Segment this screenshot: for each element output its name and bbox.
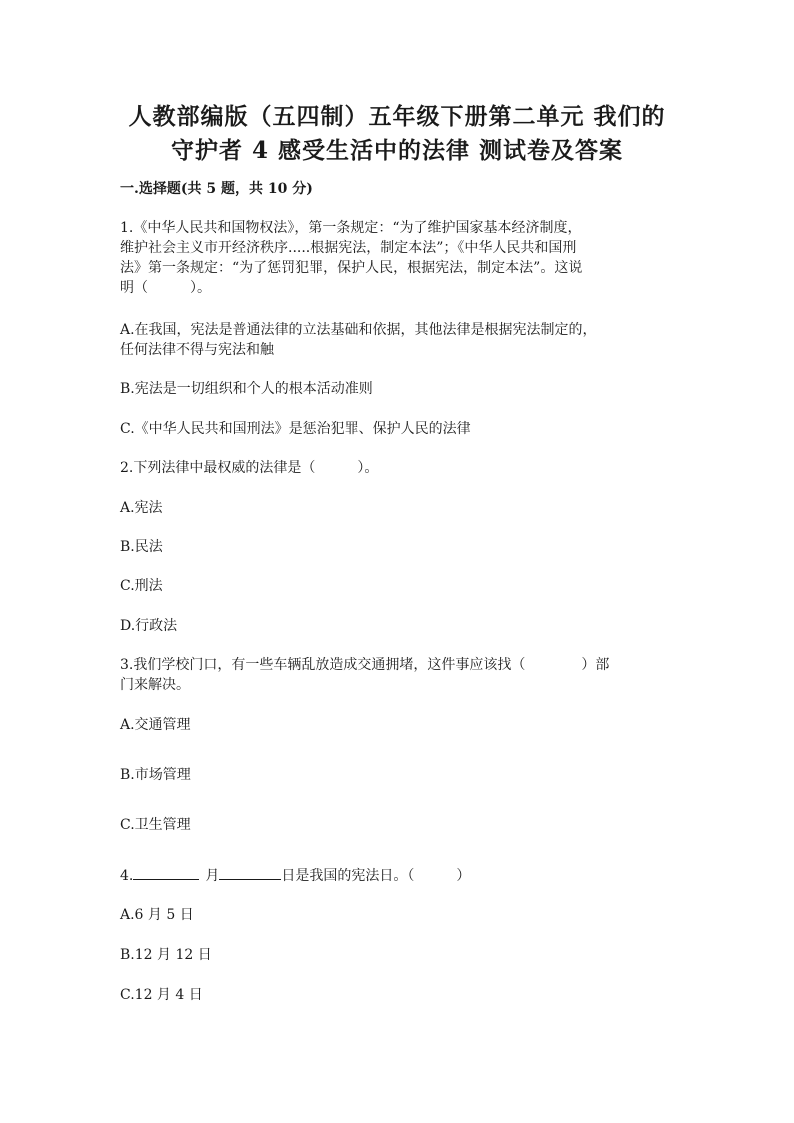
question-3-option-a: A.交通管理 [120,717,191,733]
question-4-month-blank [133,865,199,880]
question-2-option-b: B.民法 [120,539,163,555]
question-1-stem-line-2: 维护社会主义市开经济秩序.....根据宪法，制定本法”；《中华人民共和国刑 [120,240,577,256]
question-1-option-a-line-2: 任何法律不得与宪法和触 [120,342,274,358]
question-3-stem-line-1: 3.我们学校门口，有一些车辆乱放造成交通拥堵，这件事应该找（ ）部 [120,657,610,673]
question-1-stem-line-3: 法》第一条规定：“为了惩罚犯罪，保护人民，根据宪法，制定本法”。这说 [120,260,583,276]
question-3-option-b: B.市场管理 [120,767,191,783]
question-4-day-blank [219,865,281,880]
question-4-stem [120,865,470,886]
page-title-line-1: 人教部编版（五四制）五年级下册第二单元 我们的 [128,103,666,130]
question-1-stem-line-4: 明（ ）。 [120,280,211,296]
question-4-day-label: 日是我国的宪法日。（ ） [281,868,471,884]
question-1-option-c: C.《中华人民共和国刑法》是惩治犯罪、保护人民的法律 [120,421,471,437]
question-3-option-c: C.卫生管理 [120,817,191,833]
question-1-option-a-line-1: A.在我国，宪法是普通法律的立法基础和依据，其他法律是根据宪法制定的， [120,322,597,338]
question-4-option-c: C.12 月 4 日 [120,987,203,1003]
question-4-month-label: 月 [205,868,220,884]
question-2-option-a: A.宪法 [120,500,163,516]
question-2-option-c: C.刑法 [120,578,163,594]
question-2-stem: 2.下列法律中最权威的法律是（ ）。 [120,460,379,476]
page-title-line-2: 守护者 4 感受生活中的法律 测试卷及答案 [170,137,624,164]
question-3-stem-line-2: 门来解决。 [120,677,190,693]
question-4-option-a: A.6 月 5 日 [120,907,194,923]
question-1-stem-line-1: 1.《中华人民共和国物权法》，第一条规定：“为了维护国家基本经济制度， [120,220,582,236]
question-4-number: 4. [120,868,134,884]
question-1-option-b: B.宪法是一切组织和个人的根本活动准则 [120,381,373,397]
section-heading: 一.选择题(共 5 题，共 10 分) [120,181,313,197]
question-4-option-b: B.12 月 12 日 [120,947,212,963]
question-2-option-d: D.行政法 [120,618,178,634]
